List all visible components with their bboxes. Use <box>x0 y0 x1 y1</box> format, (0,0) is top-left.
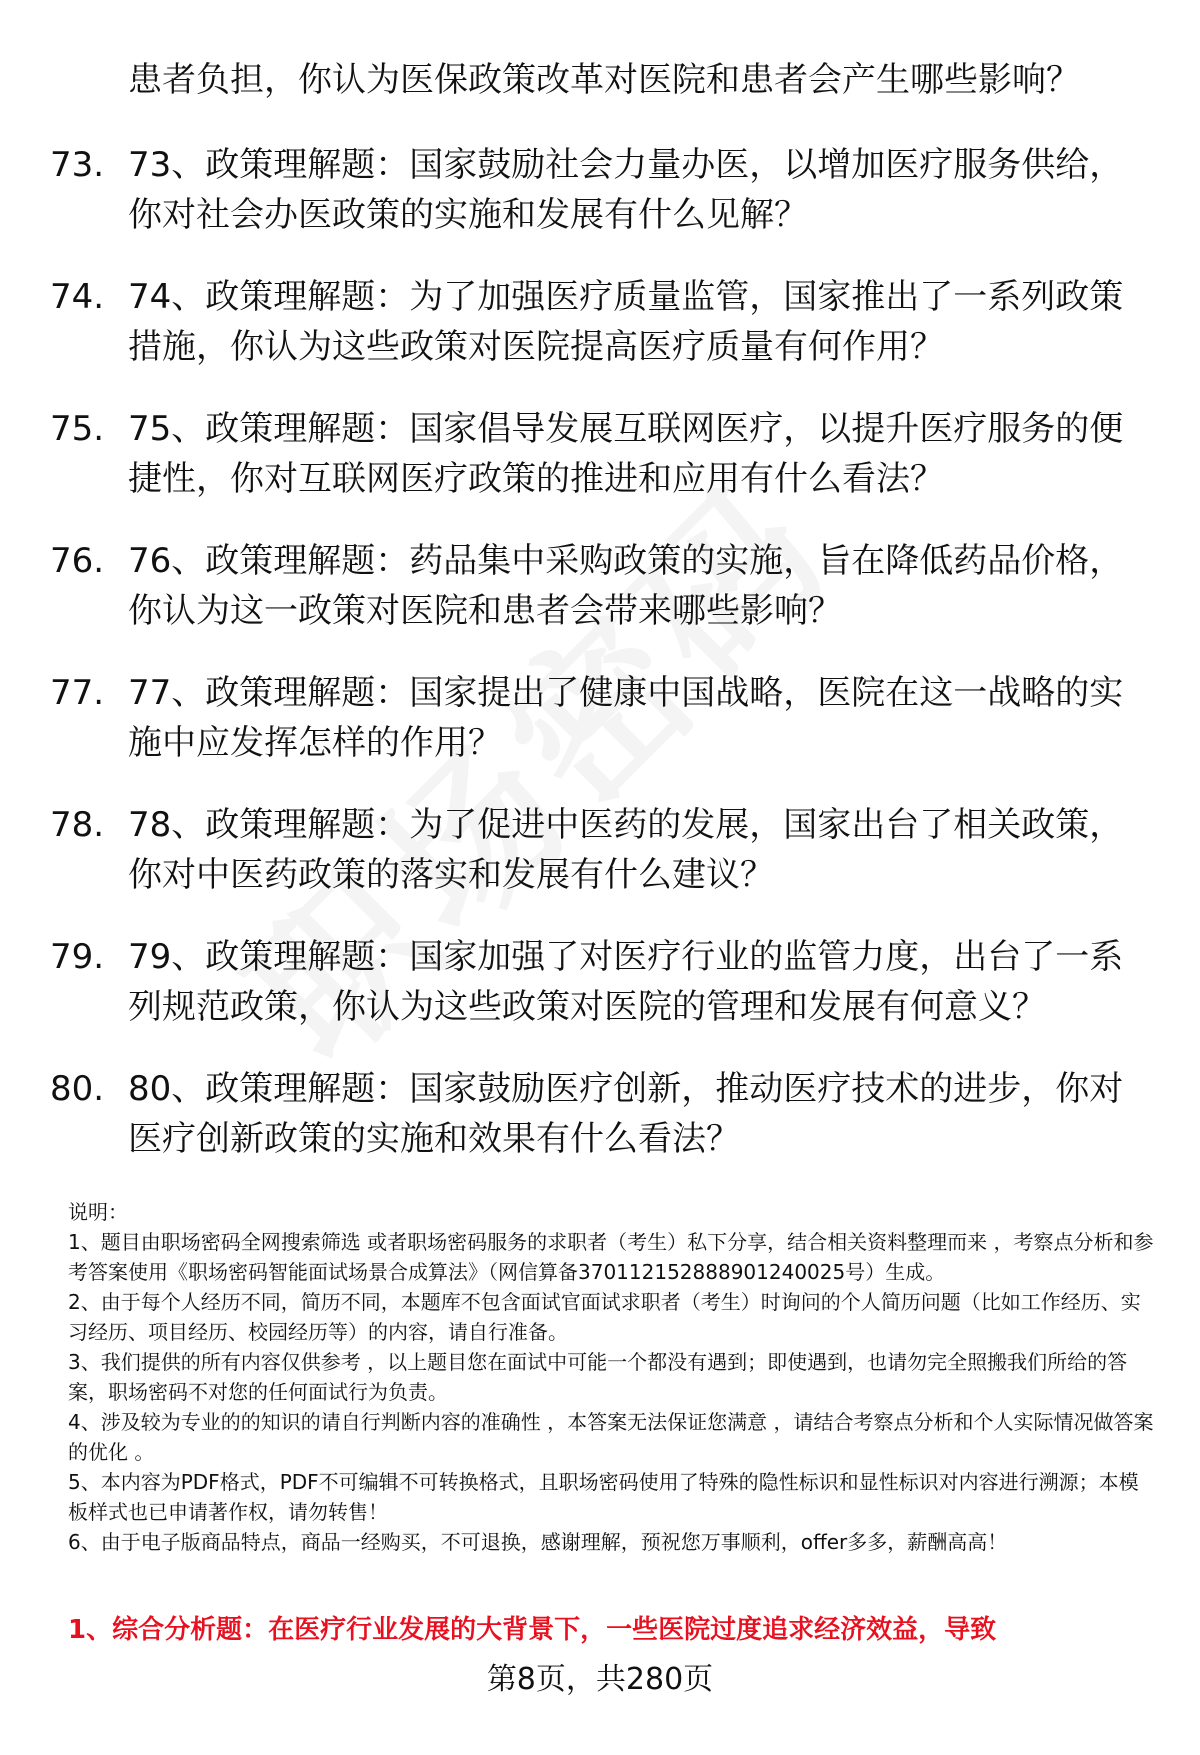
note-item: 4、涉及较为专业的的知识的请自行判断内容的准确性 ，本答案无法保证您满意 ，请结合考察点分析和个人实际情况做答案的优化 。 <box>68 1410 1154 1464</box>
question-text: 74、政策理解题：为了加强医疗质量监管，国家推出了一系列政策措施，你认为这些政策对医院提高医疗质量有何作用？ <box>128 277 1124 367</box>
question-text: 76、政策理解题：药品集中采购政策的实施，旨在降低药品价格，你认为这一政策对医院和患者会带来哪些影响？ <box>128 541 1124 631</box>
notes-section <box>68 1197 1158 1557</box>
question-text: 77、政策理解题：国家提出了健康中国战略，医院在这一战略的实施中应发挥怎样的作用？ <box>128 673 1124 763</box>
next-question-heading: 1、综合分析题：在医疗行业发展的大背景下，一些医院过度追求经济效益，导致 <box>68 1615 997 1645</box>
list-item <box>50 536 1160 668</box>
list-item <box>50 800 1160 932</box>
question-number: 76. <box>50 541 105 581</box>
question-text: 75、政策理解题：国家倡导发展互联网医疗，以提升医疗服务的便捷性，你对互联网医疗政策的推进和应用有什么看法？ <box>128 409 1124 499</box>
question-number: 75. <box>50 409 105 449</box>
list-item <box>50 140 1160 272</box>
list-item <box>50 272 1160 404</box>
question-number: 80. <box>50 1069 105 1109</box>
list-item <box>50 404 1160 536</box>
note-item: 3、我们提供的所有内容仅供参考 ，以上题目您在面试中可能一个都没有遇到；即使遇到，也请勿完全照搬我们所给的答案，职场密码不对您的任何面试行为负责。 <box>68 1350 1128 1404</box>
note-item: 2、由于每个人经历不同，简历不同，本题库不包含面试官面试求职者（考生）时询问的个人简历问题（比如工作经历、实习经历、项目经历、校园经历等）的内容，请自行准备。 <box>68 1290 1141 1344</box>
question-number: 79. <box>50 937 105 977</box>
question-text: 80、政策理解题：国家鼓励医疗创新，推动医疗技术的进步，你对医疗创新政策的实施和效果有什么看法？ <box>128 1069 1124 1159</box>
question-text: 79、政策理解题：国家加强了对医疗行业的监管力度，出台了一系列规范政策，你认为这些政策对医院的管理和发展有何意义？ <box>128 937 1124 1027</box>
question-text: 78、政策理解题：为了促进中医药的发展，国家出台了相关政策，你对中医药政策的落实和发展有什么建议？ <box>128 805 1124 895</box>
notes-title: 说明： <box>68 1200 128 1224</box>
list-item <box>50 668 1160 800</box>
question-number: 78. <box>50 805 105 845</box>
list-item <box>50 932 1160 1064</box>
question-text: 73、政策理解题：国家鼓励社会力量办医，以增加医疗服务供给，你对社会办医政策的实施和发展有什么见解？ <box>128 145 1124 235</box>
note-item: 6、由于电子版商品特点，商品一经购买，不可退换，感谢理解，预祝您万事顺利，offer多多，薪酬高高！ <box>68 1530 1008 1554</box>
question-number: 74. <box>50 277 105 317</box>
continued-question-text: 患者负担，你认为医保政策改革对医院和患者会产生哪些影响？ <box>128 60 1080 100</box>
note-item: 5、本内容为PDF格式，PDF不可编辑不可转换格式，且职场密码使用了特殊的隐性标识和显性标识对内容进行溯源；本模板样式也已申请著作权，请勿转售！ <box>68 1470 1139 1524</box>
question-number: 77. <box>50 673 105 713</box>
question-number: 73. <box>50 145 105 185</box>
page-number: 第8页，共280页 <box>486 1662 714 1697</box>
question-list <box>50 140 1160 1196</box>
list-item <box>50 1064 1160 1196</box>
note-item: 1、题目由职场密码全网搜索筛选 或者职场密码服务的求职者（考生）私下分享，结合相关资料整理而来 ，考察点分析和参考答案使用《职场密码智能面试场景合成算法》（网信算备370112152888901240025号）生成。 <box>68 1230 1154 1284</box>
